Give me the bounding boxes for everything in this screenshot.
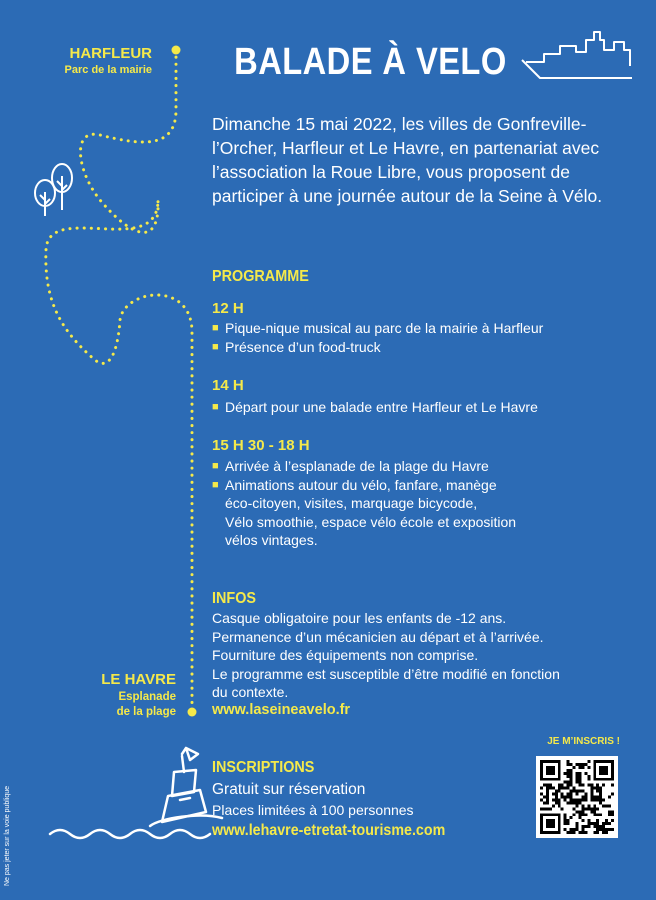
- qr-module: [599, 828, 602, 831]
- qr-module: [543, 784, 546, 787]
- qr-code[interactable]: [536, 756, 618, 838]
- programme-list-1: [212, 319, 632, 356]
- qr-module: [590, 822, 593, 825]
- qr-module: [576, 828, 579, 831]
- qr-module: [564, 819, 567, 822]
- qr-module: [543, 807, 546, 810]
- qr-module: [567, 775, 570, 778]
- qr-module: [599, 798, 602, 801]
- qr-module: [590, 784, 593, 787]
- qr-module: [570, 793, 573, 796]
- qr-module: [593, 831, 596, 834]
- qr-module: [578, 778, 581, 781]
- qr-module: [602, 828, 605, 831]
- end-town: LE HAVRE: [101, 671, 176, 688]
- qr-module: [570, 790, 573, 793]
- qr-module: [552, 798, 555, 801]
- qr-module: [564, 787, 567, 790]
- list-item-continuation: éco-citoyen, visites, marquage bicycode,: [225, 495, 478, 511]
- inscriptions-line-2: Places limitées à 100 personnes: [212, 802, 414, 818]
- qr-module: [611, 828, 614, 831]
- qr-module: [578, 831, 581, 834]
- qr-module: [573, 831, 576, 834]
- qr-module: [602, 804, 605, 807]
- qr-module: [567, 763, 570, 766]
- qr-module: [590, 787, 593, 790]
- qr-module: [567, 822, 570, 825]
- qr-module: [578, 784, 581, 787]
- qr-module: [576, 804, 579, 807]
- infos-line: Permanence d’un mécanicien au départ et à l’arrivée.: [212, 628, 544, 645]
- qr-module: [584, 796, 587, 799]
- qr-module: [564, 822, 567, 825]
- trees-icon: [35, 164, 72, 216]
- qr-module: [608, 810, 611, 813]
- qr-module: [593, 787, 596, 790]
- qr-module: [564, 772, 567, 775]
- infos-title: INFOS: [212, 590, 257, 607]
- qr-module: [561, 796, 564, 799]
- qr-module: [596, 796, 599, 799]
- qr-module: [587, 819, 590, 822]
- programme-list-2: [212, 398, 632, 417]
- inscriptions-link[interactable]: www.lehavre-etretat-tourisme.com: [212, 822, 446, 839]
- qr-module: [581, 810, 584, 813]
- qr-module: [608, 813, 611, 816]
- bullet-icon: ■: [212, 478, 219, 491]
- qr-module: [605, 831, 608, 834]
- qr-module: [567, 769, 570, 772]
- qr-module: [555, 801, 558, 804]
- qr-module: [546, 807, 549, 810]
- qr-module: [573, 801, 576, 804]
- qr-module: [576, 763, 579, 766]
- qr-module: [587, 825, 590, 828]
- qr-module: [599, 796, 602, 799]
- qr-module: [564, 816, 567, 819]
- inscriptions-line-1: Gratuit sur réservation: [212, 781, 366, 798]
- list-item-text: Pique-nique musical au parc de la mairie à Harfleur: [225, 320, 544, 336]
- page-title: BALADE À VELO: [234, 41, 507, 83]
- qr-module: [602, 822, 605, 825]
- qr-module: [578, 810, 581, 813]
- qr-module: [584, 831, 587, 834]
- qr-module: [611, 793, 614, 796]
- qr-module: [555, 790, 558, 793]
- qr-module: [564, 828, 567, 831]
- qr-module: [590, 796, 593, 799]
- qr-module: [593, 825, 596, 828]
- qr-module: [573, 798, 576, 801]
- qr-module: [573, 807, 576, 810]
- qr-module: [587, 807, 590, 810]
- list-item-continuation: Vélo smoothie, espace vélo école et exposition: [225, 513, 517, 530]
- qr-module: [570, 778, 573, 781]
- qr-module: [596, 831, 599, 834]
- qr-module: [543, 796, 546, 799]
- qr-module: [567, 819, 570, 822]
- qr-module: [576, 825, 579, 828]
- qr-module: [578, 813, 581, 816]
- qr-module: [590, 793, 593, 796]
- qr-module: [558, 790, 561, 793]
- qr-finder: [546, 766, 555, 775]
- qr-module: [596, 784, 599, 787]
- qr-module: [567, 787, 570, 790]
- infos-line: Fourniture des équipements non comprise.: [212, 647, 479, 663]
- qr-module: [576, 798, 579, 801]
- qr-module: [567, 781, 570, 784]
- qr-module: [596, 828, 599, 831]
- qr-module: [567, 772, 570, 775]
- qr-module: [581, 819, 584, 822]
- programme-list-3: [212, 457, 632, 550]
- qr-module: [555, 796, 558, 799]
- qr-module: [543, 801, 546, 804]
- qr-module: [596, 825, 599, 828]
- qr-module: [584, 813, 587, 816]
- bullet-icon: ■: [212, 340, 219, 353]
- qr-module: [567, 760, 570, 763]
- qr-module: [584, 825, 587, 828]
- qr-module: [570, 781, 573, 784]
- qr-module: [578, 781, 581, 784]
- qr-module: [593, 813, 596, 816]
- qr-module: [596, 790, 599, 793]
- qr-module: [584, 793, 587, 796]
- qr-module: [573, 766, 576, 769]
- qr-module: [549, 784, 552, 787]
- qr-module: [573, 813, 576, 816]
- qr-module: [593, 807, 596, 810]
- list-item: [212, 338, 632, 357]
- qr-module: [605, 819, 608, 822]
- qr-module: [599, 790, 602, 793]
- qr-module: [584, 772, 587, 775]
- qr-module: [576, 781, 579, 784]
- qr-module: [576, 790, 579, 793]
- qr-module: [581, 831, 584, 834]
- bullet-icon: ■: [212, 460, 219, 472]
- qr-module: [564, 813, 567, 816]
- qr-module: [611, 819, 614, 822]
- start-town: HARFLEUR: [69, 45, 152, 62]
- qr-module: [611, 784, 614, 787]
- qr-module: [558, 801, 561, 804]
- qr-module: [558, 784, 561, 787]
- qr-module: [599, 813, 602, 816]
- qr-module: [576, 801, 579, 804]
- list-item: [212, 398, 632, 417]
- infos-line: Casque obligatoire pour les enfants de -12 ans.: [212, 610, 507, 626]
- qr-module: [599, 825, 602, 828]
- qr-module: [599, 793, 602, 796]
- qr-module: [587, 775, 590, 778]
- qr-module: [549, 807, 552, 810]
- qr-module: [578, 790, 581, 793]
- qr-module: [611, 813, 614, 816]
- qr-module: [602, 798, 605, 801]
- list-item-continuation: vélos vintages.: [225, 532, 318, 548]
- qr-module: [552, 804, 555, 807]
- qr-module: [593, 804, 596, 807]
- qr-module: [599, 801, 602, 804]
- qr-module: [587, 822, 590, 825]
- qr-finder: [599, 766, 608, 775]
- qr-module: [581, 804, 584, 807]
- qr-module: [596, 813, 599, 816]
- qr-module: [590, 807, 593, 810]
- qr-module: [576, 810, 579, 813]
- qr-module: [593, 822, 596, 825]
- qr-module: [608, 822, 611, 825]
- qr-module: [578, 775, 581, 778]
- qr-module: [546, 801, 549, 804]
- qr-module: [576, 772, 579, 775]
- qr-module: [602, 825, 605, 828]
- qr-module: [608, 804, 611, 807]
- list-item: [212, 319, 632, 338]
- qr-module: [578, 772, 581, 775]
- route-start-dot: [172, 46, 181, 55]
- qr-module: [540, 793, 543, 796]
- qr-module: [587, 784, 590, 787]
- qr-module: [584, 798, 587, 801]
- qr-module: [576, 778, 579, 781]
- qr-module: [576, 793, 579, 796]
- programme-title: PROGRAMME: [212, 268, 309, 285]
- qr-module: [608, 828, 611, 831]
- qr-module: [578, 801, 581, 804]
- qr-module: [570, 772, 573, 775]
- qr-module: [555, 793, 558, 796]
- list-item-text: Arrivée à l’esplanade de la plage du Havre: [225, 458, 489, 474]
- qr-module: [567, 801, 570, 804]
- qr-module: [593, 798, 596, 801]
- qr-module: [570, 796, 573, 799]
- infos-link[interactable]: www.laseineavelo.fr: [212, 702, 351, 718]
- qr-module: [578, 798, 581, 801]
- qr-module: [581, 790, 584, 793]
- qr-module: [546, 798, 549, 801]
- side-note: Ne pas jeter sur la voie publique: [4, 785, 11, 886]
- qr-module: [564, 796, 567, 799]
- qr-module: [552, 793, 555, 796]
- qr-module: [567, 784, 570, 787]
- programme-hour-1: 12 H: [212, 300, 244, 317]
- qr-module: [558, 787, 561, 790]
- qr-module: [570, 769, 573, 772]
- qr-module: [596, 822, 599, 825]
- qr-module: [590, 798, 593, 801]
- list-item-text: Présence d’un food-truck: [225, 338, 381, 355]
- qr-module: [570, 798, 573, 801]
- qr-module: [573, 787, 576, 790]
- qr-module: [599, 787, 602, 790]
- qr-module: [546, 790, 549, 793]
- qr-module: [570, 816, 573, 819]
- qr-module: [570, 801, 573, 804]
- list-item-text: Animations autour du vélo, fanfare, manège: [225, 476, 497, 493]
- city-skyline-icon: [522, 32, 632, 78]
- qr-module: [587, 766, 590, 769]
- qr-module: [587, 760, 590, 763]
- qr-module: [581, 763, 584, 766]
- qr-module: [611, 810, 614, 813]
- qr-module: [540, 787, 543, 790]
- qr-module: [546, 793, 549, 796]
- bullet-icon: ■: [212, 401, 219, 413]
- qr-module: [567, 831, 570, 834]
- qr-module: [570, 775, 573, 778]
- qr-module: [581, 807, 584, 810]
- qr-module: [540, 807, 543, 810]
- qr-module: [578, 763, 581, 766]
- list-item-text: Départ pour une balade entre Harfleur et Le Havre: [225, 399, 538, 415]
- qr-module: [564, 781, 567, 784]
- qr-module: [581, 766, 584, 769]
- qr-label: JE M’INSCRIS !: [547, 736, 620, 747]
- qr-module: [564, 798, 567, 801]
- qr-module: [593, 796, 596, 799]
- list-item: [212, 476, 632, 495]
- qr-module: [549, 787, 552, 790]
- qr-module: [602, 831, 605, 834]
- qr-module: [581, 784, 584, 787]
- inscriptions-title: INSCRIPTIONS: [212, 759, 315, 776]
- qr-module: [605, 828, 608, 831]
- qr-module: [558, 804, 561, 807]
- qr-module: [570, 828, 573, 831]
- qr-module: [573, 790, 576, 793]
- infos-line: Le programme est susceptible d’être modifié en fonction: [212, 665, 560, 682]
- list-item: [212, 457, 632, 476]
- qr-module: [608, 796, 611, 799]
- programme-hour-2: 14 H: [212, 377, 244, 394]
- qr-module: [561, 793, 564, 796]
- qr-module: [567, 793, 570, 796]
- qr-module: [581, 796, 584, 799]
- infos-text: [212, 609, 632, 702]
- qr-module: [605, 822, 608, 825]
- route-end-dot: [188, 708, 197, 717]
- infos-line: du contexte.: [212, 684, 289, 700]
- qr-module: [576, 822, 579, 825]
- qr-module: [605, 804, 608, 807]
- qr-module: [561, 807, 564, 810]
- qr-module: [590, 790, 593, 793]
- qr-module: [546, 784, 549, 787]
- qr-module: [581, 813, 584, 816]
- qr-module: [581, 825, 584, 828]
- programme-hour-3: 15 H 30 - 18 H: [212, 437, 310, 454]
- qr-module: [596, 787, 599, 790]
- qr-code-icon: [540, 760, 614, 834]
- route-dotted-line: [46, 50, 192, 712]
- qr-module: [561, 784, 564, 787]
- qr-module: [578, 816, 581, 819]
- qr-module: [587, 804, 590, 807]
- qr-module: [581, 798, 584, 801]
- qr-module: [593, 810, 596, 813]
- qr-module: [570, 763, 573, 766]
- waves-icon: [50, 830, 210, 838]
- qr-module: [570, 784, 573, 787]
- start-place: Parc de la mairie: [64, 64, 152, 76]
- qr-module: [561, 787, 564, 790]
- qr-module: [567, 796, 570, 799]
- qr-module: [546, 796, 549, 799]
- qr-module: [576, 775, 579, 778]
- qr-module: [584, 807, 587, 810]
- qr-module: [555, 798, 558, 801]
- qr-module: [540, 798, 543, 801]
- qr-module: [570, 831, 573, 834]
- qr-module: [596, 819, 599, 822]
- qr-module: [578, 766, 581, 769]
- bullet-icon: ■: [212, 322, 219, 334]
- qr-module: [596, 798, 599, 801]
- qr-finder: [546, 819, 555, 828]
- end-place: Esplanade de la plage: [116, 691, 176, 718]
- qr-module: [581, 828, 584, 831]
- qr-module: [584, 763, 587, 766]
- qr-module: [552, 787, 555, 790]
- qr-module: [596, 807, 599, 810]
- qr-module: [587, 778, 590, 781]
- qr-module: [558, 798, 561, 801]
- qr-module: [573, 828, 576, 831]
- qr-module: [602, 784, 605, 787]
- qr-module: [590, 810, 593, 813]
- qr-module: [546, 787, 549, 790]
- intro-paragraph: Dimanche 15 mai 2022, les villes de Gonfreville-l’Orcher, Harfleur et Le Havre, en partenariat avec l’association la Roue Libre, vous proposent de participer à une journée autour de la Seine à Vélo.: [212, 114, 603, 206]
